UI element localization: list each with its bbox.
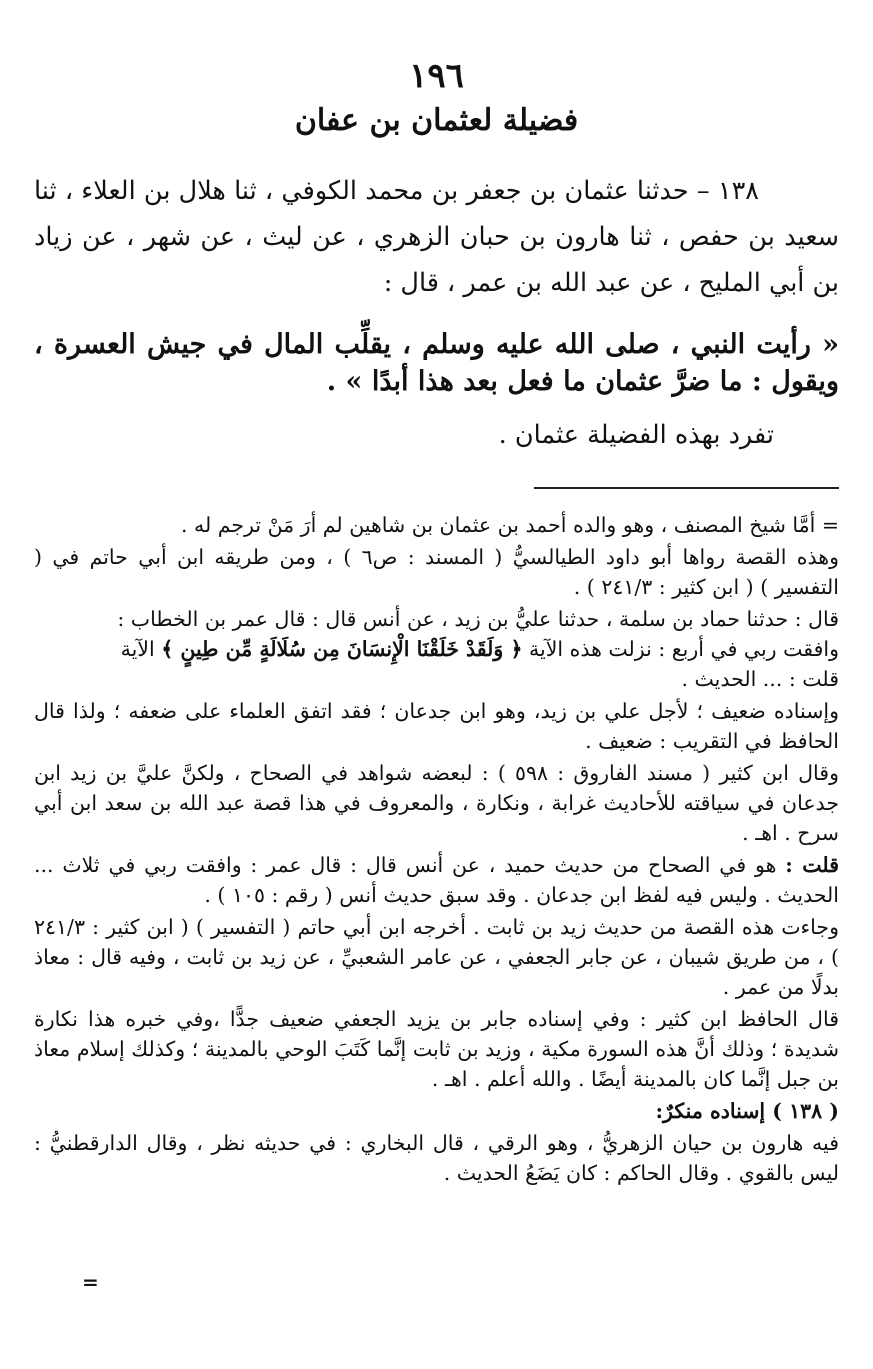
- footnote-paragraph: [34, 850, 839, 910]
- footnote-text: الآية: [120, 637, 155, 661]
- footnote-paragraph: = أمَّا شيخ المصنف ، وهو والده أحمد بن عثمان بن شاهين لم أرَ مَنْ ترجم له .: [180, 513, 839, 537]
- footnotes: [34, 510, 839, 1188]
- quran-verse: ﴿ وَلَقَدْ خَلَقْنَا الْإِنسَانَ مِن سُلَالَةٍ مِّن طِينٍ ﴾: [161, 637, 523, 661]
- footnote-text: قال : حدثنا حماد بن سلمة ، حدثنا عليُّ بن زيد ، عن أنس قال : قال عمر بن الخطاب :: [117, 607, 839, 631]
- page-number: ١٩٦: [409, 56, 464, 96]
- footnote-label: قلت :: [785, 853, 839, 877]
- footnote-heading: ( ١٣٨ ) إسناده منكرٌ:: [655, 1099, 839, 1123]
- footnote-paragraph: [34, 604, 839, 694]
- footnote-divider: [534, 487, 839, 489]
- footnote-text: وافقت ربي في أربع : نزلت هذه الآية: [529, 637, 839, 661]
- footnote-paragraph: قال الحافظ ابن كثير : وفي إسناده جابر بن يزيد الجعفي ضعيف جدًّا ،وفي خبره هذا نكارة شديدة ؛ وذلك أنَّ هذه السورة مكية ، وزيد بن ثابت إنَّما كَتَبَ الوحي بالمدينة ؛ وكذلك إسلام معاذ بن جبل إنَّما كان بالمدينة أيضًا . والله أعلم . اهـ .: [34, 1007, 839, 1091]
- footnote-paragraph: فيه هارون بن حيان الزهريُّ ، وهو الرقي ، قال البخاري : في حديثه نظر ، وقال الدارقطنيُّ : ليس بالقوي . وقال الحاكم : كان يَضَعُ الحديث .: [34, 1131, 839, 1185]
- hadith-text: « رأيت النبي ، صلى الله عليه وسلم ، يقلِّب المال في جيش العسرة ، ويقول : ما ضرَّ عثمان ما فعل بعد هذا أبدًا » .: [34, 329, 839, 397]
- footnote-paragraph: وجاءت هذه القصة من حديث زيد بن ثابت . أخرجه ابن أبي حاتم ( التفسير ) ( ابن كثير : ٢٤١/٣ ) ، من طريق شيبان ، عن جابر الجعفي ، عن عامر الشعبيِّ ، عن زيد بن ثابت ، وفيه قال : معاذ بدلًا من عمر .: [34, 915, 839, 999]
- continuation-mark: =: [82, 1270, 99, 1294]
- hadith-remark: تفرد بهذه الفضيلة عثمان .: [498, 420, 774, 450]
- footnote-paragraph: وقال ابن كثير ( مسند الفاروق : ٥٩٨ ) : لبعضه شواهد في الصحاح ، ولكنَّ عليَّ بن زيد ابن جدعان في سياقته للأحاديث غرابة ، ونكارة ، والمعروف في هذا قصة عبد الله بن سعد ابن أبي سرح . اهـ .: [34, 761, 839, 845]
- footnote-paragraph: وهذه القصة رواها أبو داود الطيالسيُّ ( المسند : ص٦ ) ، ومن طريقه ابن أبي حاتم في ( التفسير ) ( ابن كثير : ٢٤١/٣ ) .: [34, 545, 839, 599]
- footnote-text: قلت : ... الحديث .: [681, 667, 839, 691]
- footnote-text: هو في الصحاح من حديث حميد ، عن أنس قال : قال عمر : وافقت ربي في ثلاث ... الحديث . وليس فيه لفظ ابن جدعان . وقد سبق حديث أنس ( رقم : ١٠٥ ) .: [34, 853, 839, 907]
- hadith-chain: ١٣٨ – حدثنا عثمان بن جعفر بن محمد الكوفي ، ثنا هلال بن العلاء ، ثنا سعيد بن حفص ، ثنا هارون بن حبان الزهري ، عن ليث ، عن شهر ، عن زياد بن أبي المليح ، عن عبد الله بن عمر ، قال :: [34, 176, 839, 298]
- main-text: [34, 168, 839, 458]
- footnote-paragraph: وإسناده ضعيف ؛ لأجل علي بن زيد، وهو ابن جدعان ؛ فقد اتفق العلماء على ضعفه ؛ ولذا قال الحافظ في التقريب : ضعيف .: [34, 699, 839, 753]
- chapter-title: فضيلة لعثمان بن عفان: [294, 103, 579, 138]
